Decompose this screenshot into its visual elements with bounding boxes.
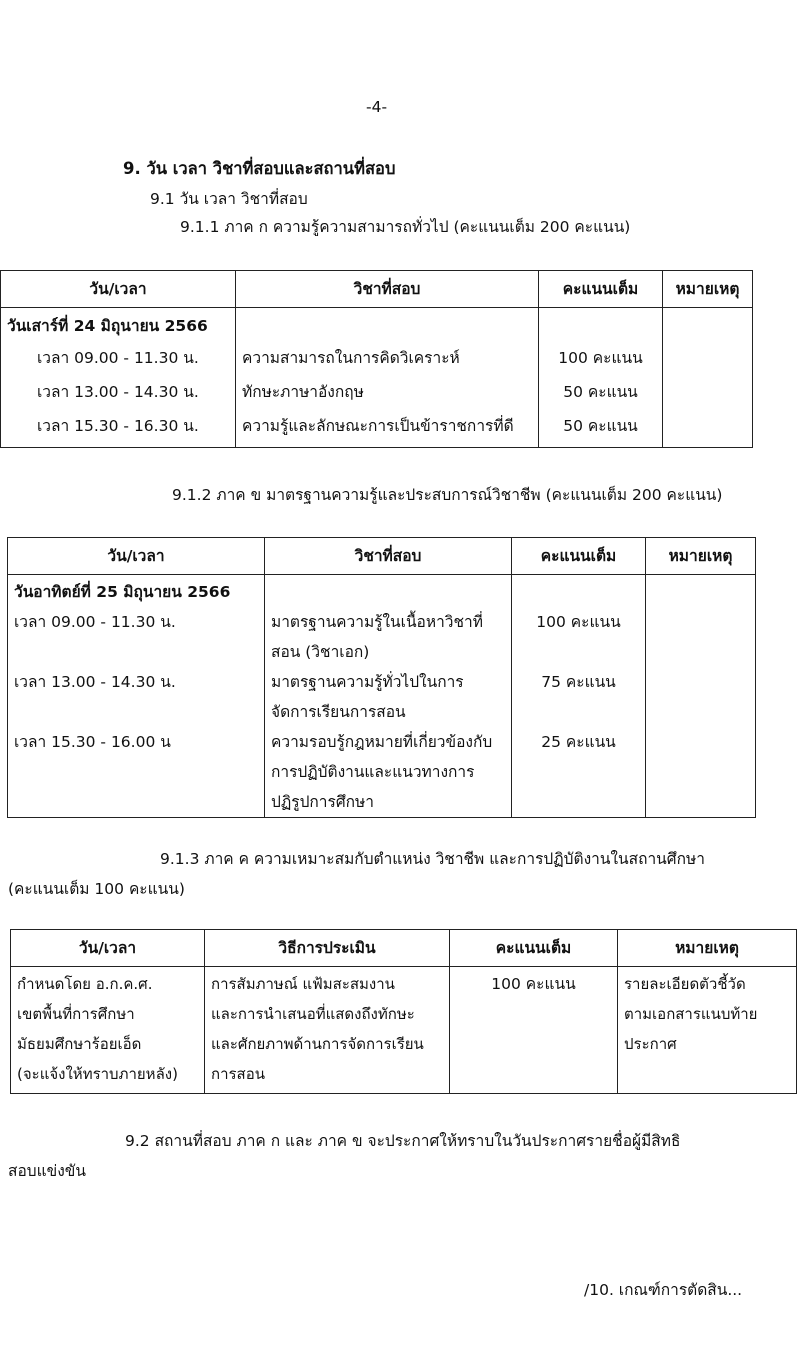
subsection-92: 9.2 สถานที่สอบ ภาค ก และ ภาค ข จะประกาศให้ทราบในวันประกาศรายชื่อผู้มีสิทธิ — [125, 1132, 681, 1150]
header-remark: หมายเหตุ — [618, 930, 797, 967]
subject: จัดการเรียนการสอน — [271, 703, 406, 721]
organizer-text: (จะแจ้งให้ทราบภายหลัง) — [17, 1065, 178, 1083]
part-c-heading-score: (คะแนนเต็ม 100 คะแนน) — [8, 880, 185, 898]
time-slot: เวลา 13.00 - 14.30 น. — [14, 673, 176, 691]
remark-text: รายละเอียดตัวชี้วัด — [624, 975, 746, 993]
next-page-reference: /10. เกณฑ์การตัดสิน... — [584, 1281, 743, 1299]
table-cell — [512, 575, 646, 818]
table-cell — [205, 967, 450, 1094]
part-a-heading: 9.1.1 ภาค ก ความรู้ความสามารถทั่วไป (คะแนนเต็ม 200 คะแนน) — [180, 218, 631, 236]
method-text: และการนำเสนอที่แสดงถึงทักษะ — [211, 1005, 415, 1023]
remark-text: ตามเอกสารแนบท้าย — [624, 1005, 758, 1023]
time-slot: เวลา 15.30 - 16.30 น. — [37, 417, 199, 435]
exam-date: วันเสาร์ที่ 24 มิถุนายน 2566 — [7, 317, 208, 335]
time-slot: เวลา 15.30 - 16.00 น — [14, 733, 171, 751]
subsection-heading: 9.1 วัน เวลา วิชาที่สอบ — [150, 190, 308, 208]
subject: สอน (วิชาเอก) — [271, 643, 370, 661]
subject: ความรู้และลักษณะการเป็นข้าราชการที่ดี — [242, 417, 514, 435]
header-remark: หมายเหตุ — [663, 271, 753, 308]
score: 50 คะแนน — [563, 383, 638, 401]
score: 25 คะแนน — [541, 733, 616, 751]
header-date-time: วัน/เวลา — [8, 538, 265, 575]
header-date-time: วัน/เวลา — [11, 930, 205, 967]
time-slot: เวลา 09.00 - 11.30 น. — [14, 613, 176, 631]
subject: ความสามารถในการคิดวิเคราะห์ — [242, 349, 460, 367]
remark-cell — [663, 308, 753, 448]
header-subject: วิชาที่สอบ — [236, 271, 539, 308]
method-text: การสัมภาษณ์ แฟ้มสะสมงาน — [211, 975, 395, 993]
header-evaluation-method: วิธีการประเมิน — [205, 930, 450, 967]
score: 75 คะแนน — [541, 673, 616, 691]
subject: ทักษะภาษาอังกฤษ — [242, 383, 364, 401]
method-text: และศักยภาพด้านการจัดการเรียน — [211, 1035, 424, 1053]
score: 50 คะแนน — [563, 417, 638, 435]
organizer-text: มัธยมศึกษาร้อยเอ็ด — [17, 1035, 142, 1053]
section-title: 9. วัน เวลา วิชาที่สอบและสถานที่สอบ — [123, 159, 396, 178]
subject: การปฏิบัติงานและแนวทางการ — [271, 763, 475, 781]
subsection-92-cont: สอบแข่งขัน — [8, 1162, 86, 1180]
part-b-heading: 9.1.2 ภาค ข มาตรฐานความรู้และประสบการณ์วิชาชีพ (คะแนนเต็ม 200 คะแนน) — [172, 486, 723, 504]
score: 100 คะแนน — [491, 975, 576, 993]
table-cell — [265, 575, 512, 818]
table-cell — [618, 967, 797, 1094]
header-remark: หมายเหตุ — [646, 538, 756, 575]
table-cell — [450, 967, 618, 1094]
part-a-table — [0, 270, 753, 448]
exam-date: วันอาทิตย์ที่ 25 มิถุนายน 2566 — [14, 583, 231, 601]
part-c-table — [10, 929, 797, 1094]
time-slot: เวลา 13.00 - 14.30 น. — [37, 383, 199, 401]
header-subject: วิชาที่สอบ — [265, 538, 512, 575]
table-cell — [236, 308, 539, 448]
part-b-table — [7, 537, 756, 818]
remark-cell — [646, 575, 756, 818]
subject: ปฏิรูปการศึกษา — [271, 793, 374, 811]
header-full-score: คะแนนเต็ม — [512, 538, 646, 575]
score: 100 คะแนน — [558, 349, 643, 367]
table-cell — [11, 967, 205, 1094]
subject: ความรอบรู้กฎหมายที่เกี่ยวข้องกับ — [271, 733, 493, 751]
table-cell — [1, 308, 236, 448]
part-c-heading: 9.1.3 ภาค ค ความเหมาะสมกับตำแหน่ง วิชาชีพ และการปฏิบัติงานในสถานศึกษา — [160, 850, 705, 868]
method-text: การสอน — [211, 1065, 265, 1083]
remark-text: ประกาศ — [624, 1035, 677, 1053]
header-full-score: คะแนนเต็ม — [450, 930, 618, 967]
table-cell — [539, 308, 663, 448]
header-full-score: คะแนนเต็ม — [539, 271, 663, 308]
table-cell — [8, 575, 265, 818]
score: 100 คะแนน — [536, 613, 621, 631]
subject: มาตรฐานความรู้ทั่วไปในการ — [271, 673, 464, 691]
subject: มาตรฐานความรู้ในเนื้อหาวิชาที่ — [271, 613, 483, 631]
organizer-text: กำหนดโดย อ.ก.ค.ศ. — [17, 975, 153, 993]
time-slot: เวลา 09.00 - 11.30 น. — [37, 349, 199, 367]
header-date-time: วัน/เวลา — [1, 271, 236, 308]
page-number: -4- — [366, 98, 388, 116]
organizer-text: เขตพื้นที่การศึกษา — [17, 1005, 135, 1023]
